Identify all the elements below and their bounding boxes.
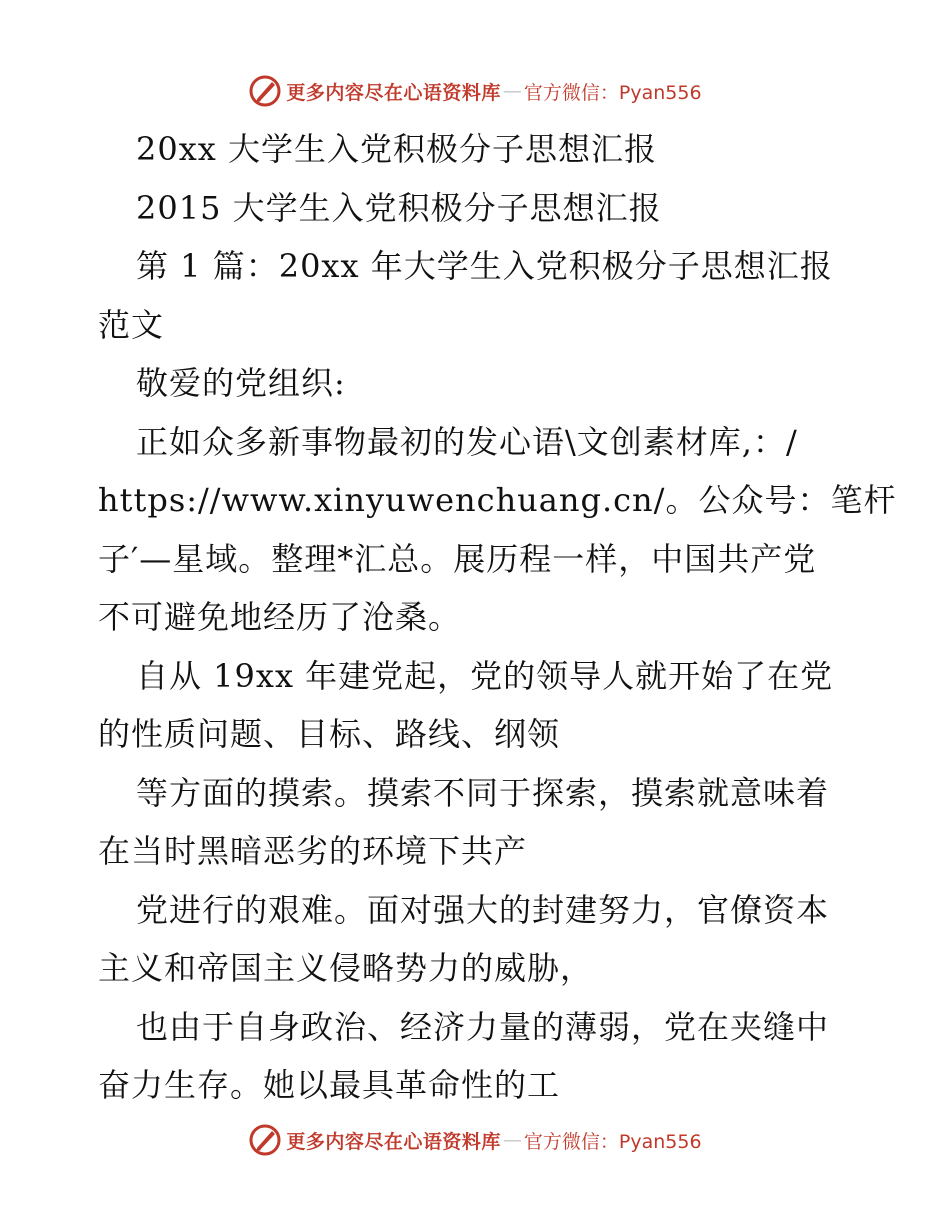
header-separator: — — [502, 80, 522, 102]
footer-banner — [0, 1120, 950, 1160]
quill-logo-icon — [248, 74, 282, 108]
paragraph-line: 的性质问题、目标、路线、纲领 — [98, 715, 561, 753]
paragraph-line: 子′—星域。整理*汇总。展历程一样，中国共产党 — [98, 539, 817, 578]
header-wechat: 官方微信：Pyan556 — [523, 81, 702, 104]
header-banner-text: 更多内容尽在心语资料库 — [286, 81, 501, 104]
paragraph-line: https://www.xinyuwenchuang.cn/。公众号：笔杆 — [98, 481, 897, 519]
footer-separator: — — [502, 1129, 522, 1151]
salutation: 敬爱的党组织: — [136, 364, 346, 402]
paragraph-line: 也由于自身政治、经济力量的薄弱，党在夹缝中 — [136, 1007, 830, 1046]
document-body — [98, 120, 897, 1115]
paragraph-line: 正如众多新事物最初的发心语\文创素材库,：/ — [136, 422, 798, 461]
chapter-heading-cont: 范文 — [98, 305, 165, 344]
paragraph-line: 在当时黑暗恶劣的环境下共产 — [98, 832, 528, 870]
paragraph-line: 自从 19xx 年建党起，党的领导人就开始了在党 — [136, 656, 834, 695]
doc-subtitle-line: 2015 大学生入党积极分子思想汇报 — [136, 188, 662, 227]
paragraph-line: 奋力生存。她以最具革命性的工 — [98, 1066, 561, 1104]
chapter-heading-line: 第 1 篇：20xx 年大学生入党积极分子思想汇报 — [136, 247, 833, 285]
doc-title-line: 20xx 大学生入党积极分子思想汇报 — [136, 130, 657, 168]
paragraph-line: 党进行的艰难。面对强大的封建努力，官僚资本 — [136, 890, 830, 929]
paragraph-line: 主义和帝国主义侵略势力的威胁， — [98, 949, 594, 987]
paragraph-line: 不可避免地经历了沧桑。 — [98, 598, 462, 636]
footer-wechat: 官方微信：Pyan556 — [523, 1130, 702, 1153]
footer-banner-text: 更多内容尽在心语资料库 — [286, 1130, 501, 1153]
paragraph-line: 等方面的摸索。摸索不同于探索，摸索就意味着 — [136, 773, 830, 812]
header-banner — [0, 71, 950, 111]
quill-logo-icon — [248, 1123, 282, 1157]
